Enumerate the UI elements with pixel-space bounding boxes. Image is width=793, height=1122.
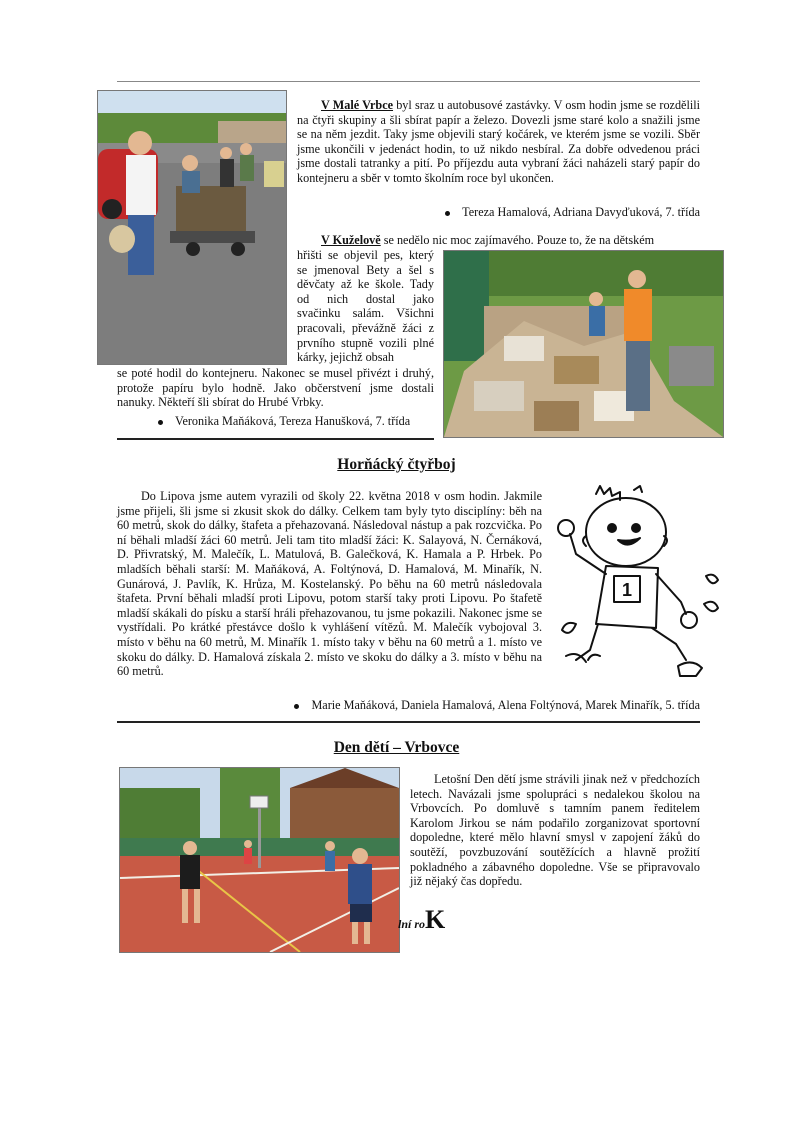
photo-kids-with-cart	[97, 90, 287, 365]
ctyrboj-title: Horňácký čtyřboj	[337, 456, 456, 473]
kuzelov-text-bottom	[117, 366, 434, 410]
photo-paper-collection	[443, 250, 724, 438]
watermark-big: K	[425, 905, 446, 934]
ctyrboj-author-text: Marie Maňáková, Daniela Hamalová, Alena Foltýnová, Marek Minařík, 5. třída	[311, 698, 700, 712]
photo-playground	[119, 767, 400, 953]
kuzelov-text-3: se poté hodil do kontejneru. Nakonec se musel přivézt i druhý, protože papíru bylo hodně. Jako občerstvení jsme dostali nanuky. Někteří šli sbírat do Hrubé Vrbky.	[117, 366, 434, 410]
male-vrbce-author	[445, 205, 700, 219]
den-deti-text: Letošní Den dětí jsme strávili jinak než v předchozích letech. Navázali jsme spolupráci s nedalekou školou na Vrbovcích. Po domluvě s tamním panem ředitelem Karolom Jirkou se nám podařilo zorganizovat sportovní dopoledne, které mělo hlavní smysl v zapojení žáků do soutěží, povzbuzování soutěžících a hlavně prožití pokladného a zábavného dopoledne. Vše se připravovalo již nějaký čas dopředu.	[410, 772, 700, 889]
kuzelov-text-column	[297, 248, 434, 365]
kuzelov-author-text: Veronika Maňáková, Tereza Hanušková, 7. třída	[175, 414, 411, 428]
ctyrboj-text: Do Lipova jsme autem vyrazili od školy 22. května 2018 v osm hodin. Jakmile jsme přijeli, šli jsme si zkusit skok do dálky. Celkem tam byly tyto disciplíny: běh na 60 metrů, skok do dálky, štafeta a přehazovaná. Následoval nástup a pak rozcvička. Po ní běhali mladší žáci 60 metrů. Jeli tam tito mladší žáci: K. Salayová, N. Černáková, D. Přivratský, M. Malečík, L. Matulová, B. Galečková, K. Hamala a P. Hrbek. Po mladších běhali starší: M. Maňáková, A. Foltýnová, D. Hamalová, M. Minařík, N. Gunárová, J. Pavlík, K. Hrůza, M. Kostelanský. Po běhu na 60 metrů následovala štafeta. První běhali mladší proti Lipovu, potom starší taky proti Lipovu. Po štafetě mladší skákali do písku a starší hráli přehazovanou, tu jsme pokazili. Nakonec jsme se vystřídali. Po krátké přestávce došlo k vyhlášení vítězů. M. Malečík vybojoval 3. místo v běhu na 60 metrů, M. Minařík 1. místo taky v běhu na 60 metrů a 1. místo ve skoku do dálky. D. Hamalová získala 2. místo ve skoku do dálky a 3. místo v běhu na 60 metrů.	[117, 489, 542, 679]
running-boy-illustration	[556, 484, 722, 680]
den-deti-paragraph	[410, 772, 700, 889]
den-deti-title: Den dětí – Vrbovce	[333, 739, 460, 756]
kuzelov-first-line	[297, 233, 700, 248]
bullet	[294, 704, 299, 709]
male-vrbce-text: byl sraz u autobusové zastávky. V osm hodin jsme se rozdělili na čtyři skupiny a šli sbírat papír a železo. Dovezli jsme staré kolo a snažili jsme se na něm jezdit. Taky jsme objevili starý kočárek, ve kterém jsme se vozili. Sběr jsme ukončili v jedenáct hodin, to už nikdo nesbíral. Za dobře odvedenou práci jsme dostali tatranky a pití. Po příjezdu auta vybraní žáci naházeli starý papír do kontejneru a sběr v tomto školním roce byl ukončen.	[297, 98, 700, 185]
kuzelov-text-2: hřišti se objevil pes, který se jmenoval Bety a šel s děvčaty až ke škole. Tady od nich dostal jako svačinku salám. Všichni pracovali, převážně žáci z prvního stupně vozili plné kárky, jejichž obsah	[297, 248, 434, 365]
bullet	[158, 420, 163, 425]
male-vrbce-place: V Malé Vrbce	[321, 98, 394, 112]
kuzelov-place: V Kuželově	[321, 233, 381, 247]
ctyrboj-author	[294, 698, 700, 712]
watermark-small: lní ro	[398, 917, 426, 931]
male-vrbce-author-text: Tereza Hamalová, Adriana Davyďuková, 7. třída	[462, 205, 700, 219]
ctyrboj-paragraph	[117, 489, 542, 679]
bib-number: 1	[621, 580, 633, 600]
male-vrbce-paragraph	[297, 98, 700, 186]
section-rule-2	[117, 721, 700, 723]
top-rule	[117, 81, 700, 82]
watermark-text	[398, 905, 445, 935]
bullet	[445, 211, 450, 216]
kuzelov-author	[158, 414, 410, 428]
section-rule-1	[117, 438, 434, 440]
kuzelov-text-1: se nedělo nic moc zajímavého. Pouze to, že na dětském	[380, 233, 655, 247]
